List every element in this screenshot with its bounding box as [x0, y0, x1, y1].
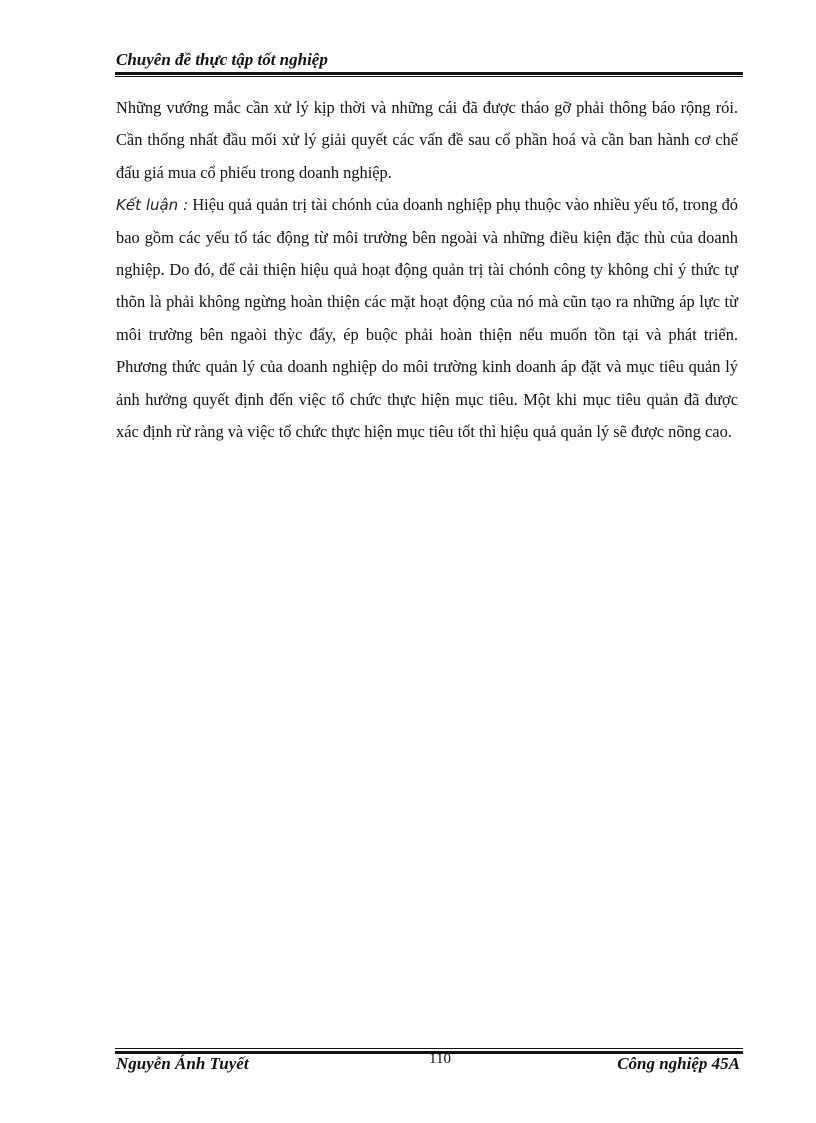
paragraph-obstacles: Những vướng mắc cần xử lý kịp thời và những cái đã được tháo gỡ phải thông báo rộng rói. Cần thống nhất đầu mối xử lý giải quyết các vấn đề sau cổ phần hoá và cần ban hành cơ chế đấu giá mua cổ phiếu trong doanh nghiệp. [116, 98, 738, 182]
header-title: Chuyên đề thực tập tốt nghiệp [116, 50, 328, 69]
footer-class-name: Công nghiệp 45A [617, 1054, 740, 1073]
conclusion-label: Kết luận : [116, 196, 189, 215]
conclusion-text: Hiệu quả quản trị tài chónh của doanh nghiệp phụ thuộc vào nhiều yếu tố, trong đó bao gồm các yếu tố tác động từ môi trường bên ngoài và những điều kiện đặc thù của doanh nghiệp. Do đó, để cải thiện hiệu quả hoạt động quản trị tài chónh công ty không chỉ ý thức tự thõn là phải không ngừng hoàn thiện các mặt hoạt động của nó mà cũn tạo ra những áp lực từ môi trường bên ngaòi thỳc đẩy, ép buộc phải hoàn thiện nếu muốn tồn tại và phát triển. Phương thức quản lý của doanh nghiệp do môi trường kinh doanh áp đặt và mục tiêu quản lý ảnh hưởng quyết định đến việc tổ chức thực hiện mục tiêu. Một khi mục tiêu quản đã được xác định rừ ràng và việc tổ chức thực hiện mục tiêu tốt thì hiệu quả quản lý sẽ được nõng cao. [116, 195, 738, 442]
footer-author: Nguyễn Ánh Tuyết [116, 1054, 249, 1073]
header-rule-thick [115, 72, 743, 75]
page-number: 110 [429, 1051, 451, 1067]
paragraph-conclusion [116, 189, 738, 448]
body-text [116, 92, 738, 448]
header-rule-thin [115, 76, 743, 77]
footer-rule-thin [115, 1048, 743, 1049]
